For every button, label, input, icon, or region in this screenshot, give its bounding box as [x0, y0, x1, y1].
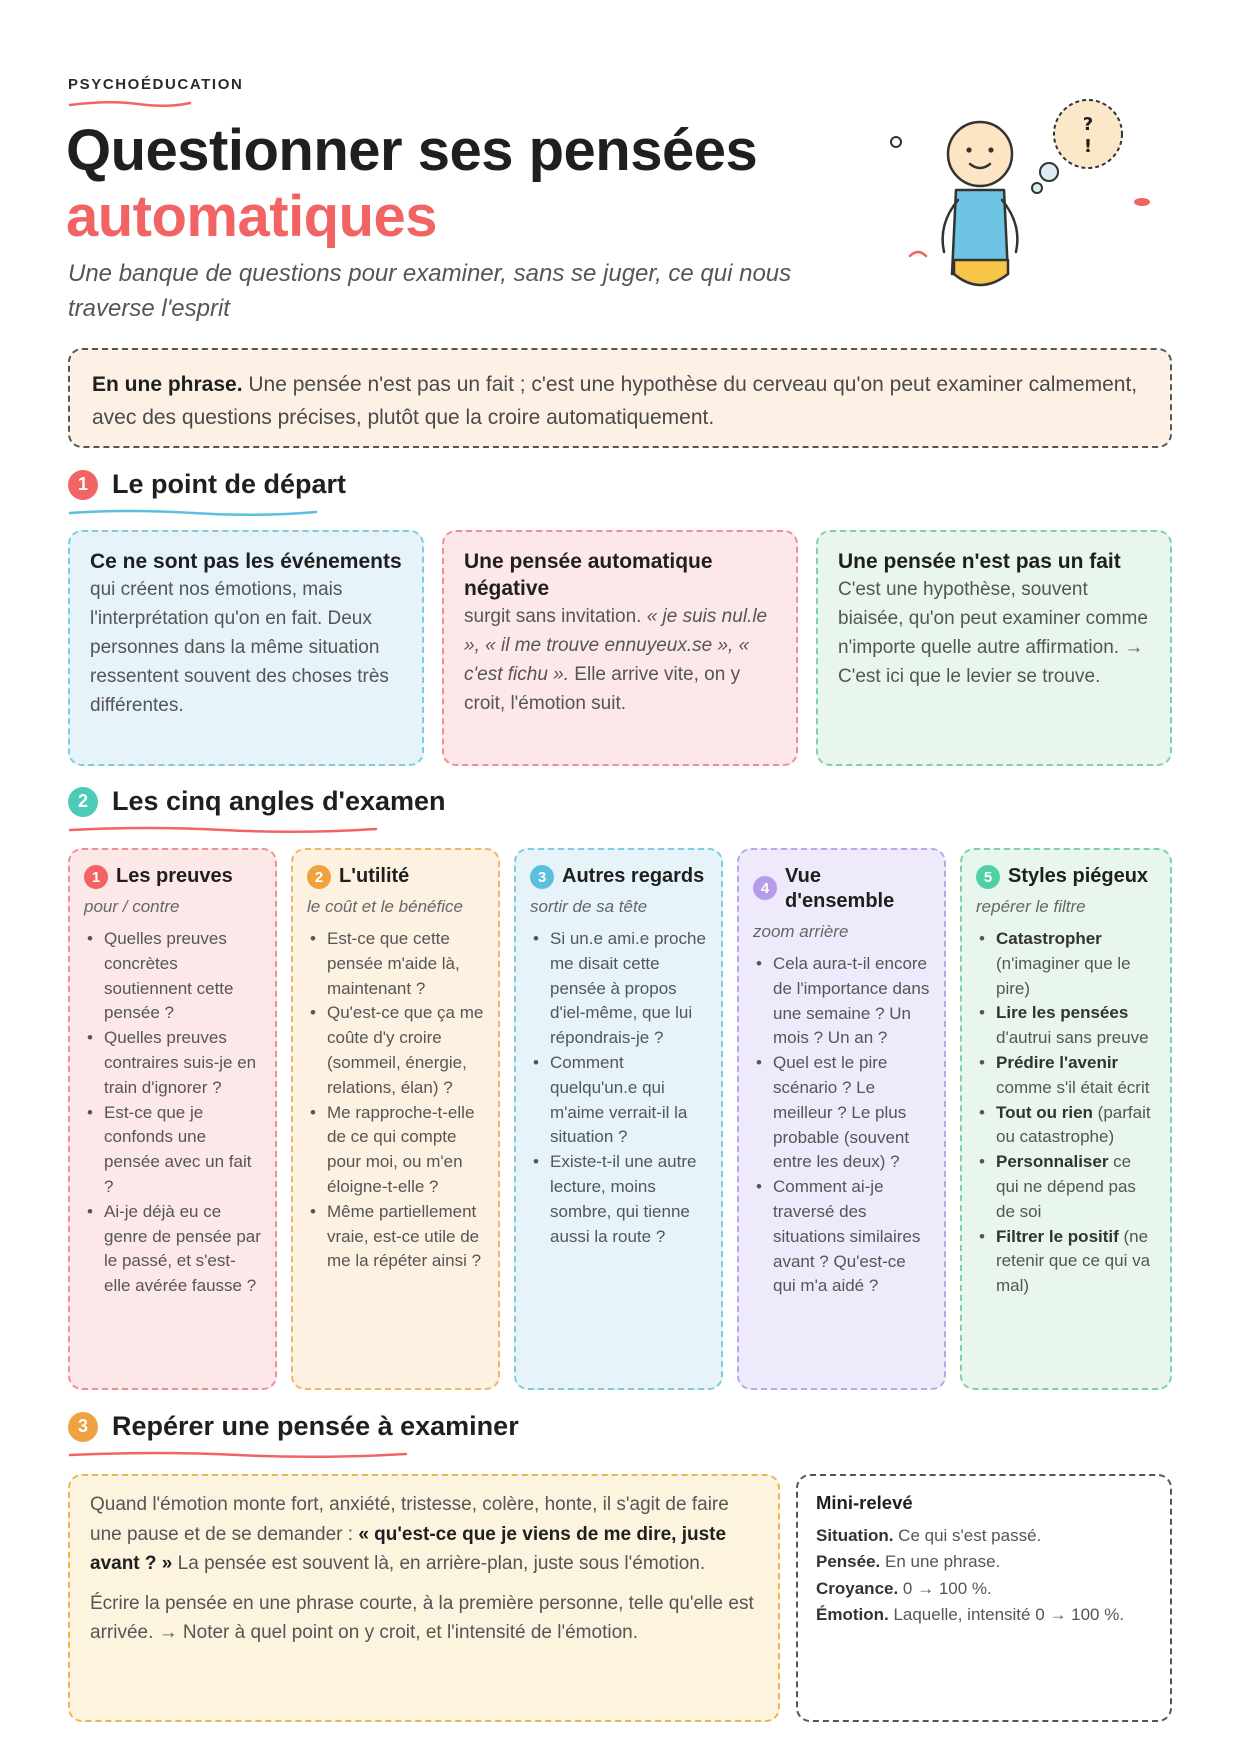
summary-lead: En une phrase. — [92, 373, 243, 396]
mini-releve-row: Émotion. Laquelle, intensité 0 → 100 %. — [816, 1605, 1125, 1624]
page-title-line1: Questionner ses pensées — [66, 118, 758, 183]
thinking-character-illustration — [880, 84, 1180, 304]
section2-number: 2 — [68, 787, 98, 817]
angle-number: 2 — [307, 865, 331, 889]
card-title: Ce ne sont pas les événements — [90, 550, 402, 573]
reperer-box — [68, 1474, 780, 1722]
mini-releve-row: Pensée. En une phrase. — [816, 1552, 1001, 1571]
angle-subtitle: pour / contre — [84, 897, 180, 916]
angle-title: L'utilité — [339, 865, 410, 887]
list-item: • Quelles preuves contraires suis-je en train d'ignorer ? — [84, 1026, 261, 1100]
svg-text:!: ! — [1083, 136, 1093, 157]
section1-number: 1 — [68, 470, 98, 500]
reperer-paragraph-2: Écrire la pensée en une phrase courte, à la première personne, telle qu'elle est arrivée. → Noter à quel point on y croit, et l'intensité de l'émotion. — [90, 1592, 754, 1643]
card-evenements — [68, 530, 424, 766]
angle-number: 3 — [530, 865, 554, 889]
angle-subtitle: repérer le filtre — [976, 897, 1086, 916]
mini-releve-row: Situation. Ce qui s'est passé. — [816, 1525, 1042, 1545]
reperer-paragraph-1: Quand l'émotion monte fort, anxiété, tristesse, colère, honte, il s'agit de faire une pause et de se demander : « qu'est-ce que je viens de me dire, juste avant ? » La pensée est souvent là, en arrière-plan, juste sous l'émotion. — [90, 1494, 729, 1574]
mini-releve-title: Mini-relevé — [816, 1492, 913, 1513]
page-title-line2: automatiques — [66, 184, 438, 249]
section3-title: Repérer une pensée à examiner — [112, 1411, 519, 1441]
angle-autres-regards — [514, 848, 723, 1390]
list-item: • Personnaliser ce qui ne dépend pas de soi — [976, 1150, 1156, 1224]
angle-preuves — [68, 848, 277, 1390]
angle-title: Les preuves — [116, 865, 233, 887]
list-item: • Tout ou rien (parfait ou catastrophe) — [976, 1101, 1156, 1151]
angle-list — [530, 927, 707, 1249]
list-item: • Quelles preuves concrètes soutiennent cette pensée ? — [84, 927, 261, 1026]
section3-heading — [68, 1411, 519, 1442]
card-pas-un-fait — [816, 530, 1172, 766]
card-pensee-automatique — [442, 530, 798, 766]
kicker-underline — [68, 98, 192, 110]
list-item: • Quel est le pire scénario ? Le meilleur ? Le plus probable (souvent entre les deux) ? — [753, 1051, 930, 1175]
list-item: • Lire les pensées d'autrui sans preuve — [976, 1001, 1156, 1051]
angle-list — [753, 952, 930, 1299]
section2-underline — [68, 825, 378, 835]
card-body: C'est une hypothèse, souvent biaisée, qu'on peut examiner comme n'importe quelle autre affirmation. → C'est ici que le levier se trouve. — [838, 579, 1148, 687]
summary-box — [68, 348, 1172, 448]
decor-arc-icon — [910, 252, 926, 256]
summary-text: Une pensée n'est pas un fait ; c'est une hypothèse du cerveau qu'on peut examiner calmement, avec des questions précises, plutôt que la croire automatiquement. — [92, 373, 1138, 429]
list-item: • Est-ce que je confonds une pensée avec un fait ? — [84, 1101, 261, 1200]
section3-number: 3 — [68, 1412, 98, 1442]
angle-number: 4 — [753, 876, 777, 900]
angle-number: 1 — [84, 865, 108, 889]
section1-heading — [68, 469, 346, 500]
mini-releve-box — [796, 1474, 1172, 1722]
angle-number: 5 — [976, 865, 1000, 889]
section3-underline — [68, 1450, 408, 1460]
list-item: • Comment quelqu'un.e qui m'aime verrait-il la situation ? — [530, 1051, 707, 1150]
angle-utilite — [291, 848, 500, 1390]
section2-title: Les cinq angles d'examen — [112, 786, 446, 816]
angle-list — [976, 927, 1156, 1299]
angle-list — [84, 927, 261, 1299]
list-item: • Cela aura-t-il encore de l'importance dans une semaine ? Un mois ? Un an ? — [753, 952, 930, 1051]
angle-subtitle: zoom arrière — [753, 922, 849, 941]
angle-list — [307, 927, 484, 1274]
angle-subtitle: le coût et le bénéfice — [307, 897, 463, 916]
page-subtitle: Une banque de questions pour examiner, sans se juger, ce qui nous traverse l'esprit — [68, 260, 792, 322]
card-title: Une pensée automatique négative — [464, 550, 713, 600]
angle-title: Styles piégeux — [1008, 865, 1149, 887]
angle-styles-piegeux — [960, 848, 1172, 1390]
section1-underline — [68, 508, 318, 518]
list-item: • Si un.e ami.e proche me disait cette pensée à propos d'iel-même, que lui répondrais-je ? — [530, 927, 707, 1051]
list-item: • Catastropher (n'imaginer que le pire) — [976, 927, 1156, 1001]
angle-vue-ensemble — [737, 848, 946, 1390]
section1-title: Le point de départ — [112, 469, 347, 499]
character-head-icon — [948, 122, 1012, 186]
card-body: surgit sans invitation. « je suis nul.le », « il me trouve ennuyeux.se », « c'est fichu ». Elle arrive vite, on y croit, l'émotion suit. — [464, 606, 768, 714]
card-body: qui créent nos émotions, mais l'interprétation qu'on en fait. Deux personnes dans la même situation ressentent souvent des choses très différentes. — [90, 579, 389, 716]
decor-leaf-icon — [1134, 198, 1150, 206]
svg-text:?: ? — [1082, 114, 1094, 135]
list-item: • Existe-t-il une autre lecture, moins sombre, qui tienne aussi la route ? — [530, 1150, 707, 1249]
angle-subtitle: sortir de sa tête — [530, 897, 648, 916]
list-item: • Comment ai-je traversé des situations similaires avant ? Qu'est-ce qui m'a aidé ? — [753, 1175, 930, 1299]
list-item: • Même partiellement vraie, est-ce utile de me la répéter ainsi ? — [307, 1200, 484, 1274]
angle-title: Vue d'ensemble — [785, 865, 895, 912]
list-item: • Filtrer le positif (ne retenir que ce qui va mal) — [976, 1225, 1156, 1299]
list-item: • Prédire l'avenir comme s'il était écrit — [976, 1051, 1156, 1101]
kicker: PSYCHOÉDUCATION — [68, 76, 244, 93]
mini-releve-row: Croyance. 0 → 100 %. — [816, 1578, 992, 1598]
card-title: Une pensée n'est pas un fait — [838, 550, 1121, 573]
list-item: • Me rapproche-t-elle de ce qui compte pour moi, ou m'en éloigne-t-elle ? — [307, 1101, 484, 1200]
decor-dot-icon — [891, 137, 901, 147]
angle-title: Autres regards — [562, 865, 705, 887]
list-item: • Est-ce que cette pensée m'aide là, maintenant ? — [307, 927, 484, 1001]
list-item: • Qu'est-ce que ça me coûte d'y croire (sommeil, énergie, relations, élan) ? — [307, 1001, 484, 1100]
list-item: • Ai-je déjà eu ce genre de pensée par le passé, et s'est-elle avérée fausse ? — [84, 1200, 261, 1299]
section2-heading — [68, 786, 446, 817]
